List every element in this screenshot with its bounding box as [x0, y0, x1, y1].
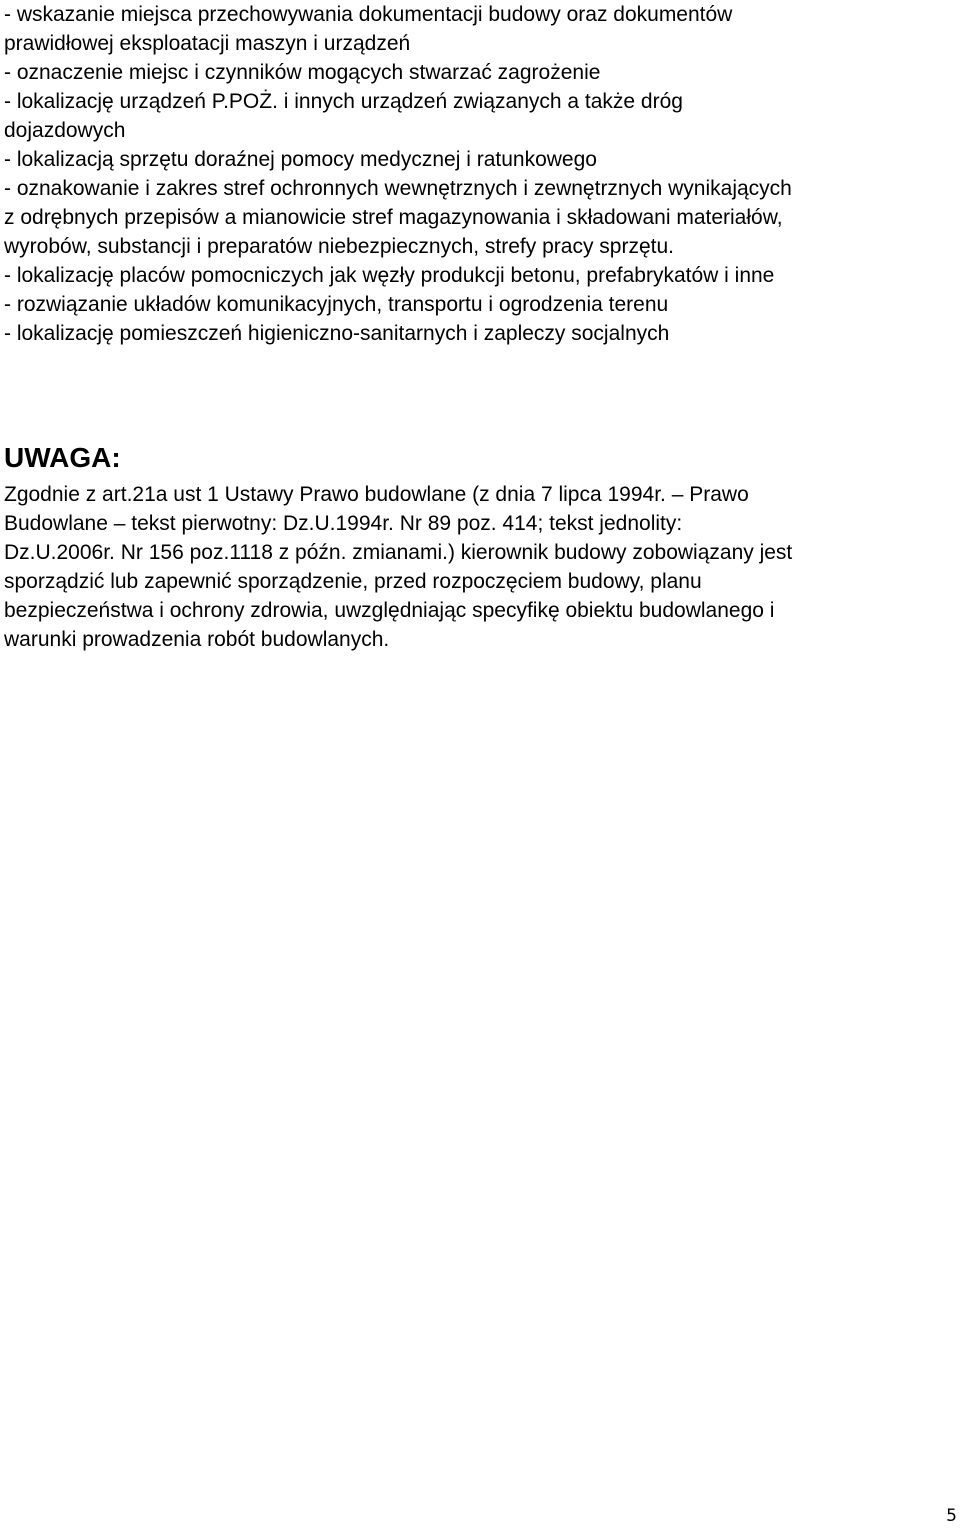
list-line: - lokalizację pomieszczeń higieniczno-sanitarnych i zapleczy socjalnych: [4, 322, 670, 345]
list-line: prawidłowej eksploatacji maszyn i urządzeń: [4, 32, 411, 55]
note-line: Budowlane – tekst pierwotny: Dz.U.1994r. Nr 89 poz. 414; tekst jednolity:: [4, 512, 683, 535]
note-line: sporządzić lub zapewnić sporządzenie, przed rozpoczęciem budowy, planu: [4, 570, 702, 593]
list-line: - rozwiązanie układów komunikacyjnych, transportu i ogrodzenia terenu: [4, 293, 669, 316]
list-line: wyrobów, substancji i preparatów niebezpiecznych, strefy pracy sprzętu.: [4, 235, 674, 258]
list-line: - lokalizacją sprzętu doraźnej pomocy medycznej i ratunkowego: [4, 148, 597, 171]
note-line: Dz.U.2006r. Nr 156 poz.1118 z późn. zmianami.) kierownik budowy zobowiązany jest: [4, 541, 793, 564]
list-line: - lokalizację placów pomocniczych jak węzły produkcji betonu, prefabrykatów i inne: [4, 264, 775, 287]
document-page: [4, 0, 956, 654]
list-line: - wskazanie miejsca przechowywania dokumentacji budowy oraz dokumentów: [4, 3, 733, 26]
note-body: [4, 480, 956, 654]
requirements-list: [4, 0, 956, 348]
note-line: bezpieczeństwa i ochrony zdrowia, uwzględniając specyfikę obiektu budowlanego i: [4, 599, 775, 622]
list-line: - oznaczenie miejsc i czynników mogących stwarzać zagrożenie: [4, 61, 601, 84]
list-line: - oznakowanie i zakres stref ochronnych wewnętrznych i zewnętrznych wynikających: [4, 177, 792, 200]
list-line: z odrębnych przepisów a mianowicie stref magazynowania i składowani materiałów,: [4, 206, 783, 229]
note-line: warunki prowadzenia robót budowlanych.: [4, 628, 390, 651]
list-line: dojazdowych: [4, 119, 126, 142]
note-line: Zgodnie z art.21a ust 1 Ustawy Prawo budowlane (z dnia 7 lipca 1994r. – Prawo: [4, 483, 749, 506]
list-line: - lokalizację urządzeń P.POŻ. i innych urządzeń związanych a także dróg: [4, 90, 683, 113]
note-heading: UWAGA:: [4, 442, 121, 473]
page-number: 5: [946, 1506, 957, 1526]
